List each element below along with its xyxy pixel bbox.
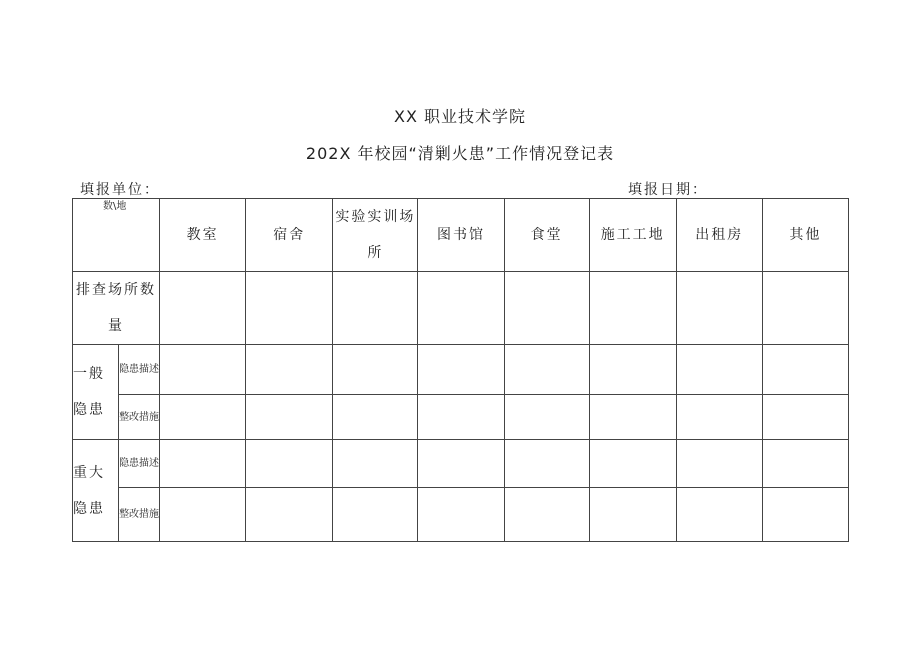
table-cell[interactable] (246, 272, 333, 345)
table-cell[interactable] (418, 488, 504, 542)
column-header-canteen: 食堂 (504, 199, 589, 272)
table-cell[interactable] (504, 488, 589, 542)
table-cell[interactable] (504, 345, 589, 395)
table-cell[interactable] (333, 440, 418, 488)
table-cell[interactable] (676, 488, 762, 542)
table-cell[interactable] (589, 440, 676, 488)
major-hazard-label: 重大隐患 (73, 440, 119, 542)
table-cell[interactable] (246, 440, 333, 488)
major-hazard-measures-row (73, 488, 849, 542)
count-row-label: 排查场所数量 (73, 272, 160, 345)
major-hazard-description-row (73, 440, 849, 488)
registration-table (72, 198, 849, 542)
table-cell[interactable] (589, 272, 676, 345)
table-cell[interactable] (160, 272, 246, 345)
table-cell[interactable] (160, 345, 246, 395)
column-header-rental-housing: 出租房 (676, 199, 762, 272)
general-hazard-measures-row (73, 395, 849, 440)
table-cell[interactable] (246, 488, 333, 542)
table-cell[interactable] (333, 395, 418, 440)
table-cell[interactable] (589, 345, 676, 395)
count-row (73, 272, 849, 345)
corner-cell (73, 199, 160, 272)
table-cell[interactable] (333, 488, 418, 542)
table-cell[interactable] (160, 440, 246, 488)
column-header-lab: 实验实训场所 (333, 199, 418, 272)
table-cell[interactable] (676, 345, 762, 395)
hazard-description-label: 隐患描述 (119, 440, 160, 488)
rectification-measures-label: 整改措施 (119, 488, 160, 542)
table-cell[interactable] (589, 488, 676, 542)
table-cell[interactable] (504, 395, 589, 440)
table-cell[interactable] (333, 272, 418, 345)
rectification-measures-label: 整改措施 (119, 395, 160, 440)
fill-date-label: 填报日期： (628, 182, 708, 198)
table-cell[interactable] (589, 395, 676, 440)
table-cell[interactable] (418, 440, 504, 488)
corner-label: 数\地 (103, 201, 127, 212)
column-header-construction-site: 施工工地 (589, 199, 676, 272)
table-cell[interactable] (676, 395, 762, 440)
form-title: 202X 年校园“清剿火患”工作情况登记表 (305, 144, 615, 163)
fill-unit-label: 填报单位： (80, 182, 160, 198)
table-cell[interactable] (418, 272, 504, 345)
hazard-description-label: 隐患描述 (119, 345, 160, 395)
table-cell[interactable] (762, 440, 848, 488)
column-header-other: 其他 (762, 199, 848, 272)
table-cell[interactable] (762, 345, 848, 395)
table-cell[interactable] (160, 488, 246, 542)
table-cell[interactable] (676, 440, 762, 488)
general-hazard-label: 一般隐患 (73, 345, 119, 440)
table-cell[interactable] (762, 395, 848, 440)
column-header-dormitory: 宿舍 (246, 199, 333, 272)
table-cell[interactable] (246, 345, 333, 395)
table-cell[interactable] (333, 345, 418, 395)
table-cell[interactable] (762, 272, 848, 345)
table-cell[interactable] (762, 488, 848, 542)
table-cell[interactable] (504, 440, 589, 488)
table-cell[interactable] (246, 395, 333, 440)
institution-title: XX 职业技术学院 (393, 107, 526, 126)
column-header-library: 图书馆 (418, 199, 504, 272)
table-cell[interactable] (418, 345, 504, 395)
table-cell[interactable] (676, 272, 762, 345)
table-cell[interactable] (160, 395, 246, 440)
header-row (73, 199, 849, 272)
table-cell[interactable] (418, 395, 504, 440)
table-cell[interactable] (504, 272, 589, 345)
column-header-classroom: 教室 (160, 199, 246, 272)
general-hazard-description-row (73, 345, 849, 395)
